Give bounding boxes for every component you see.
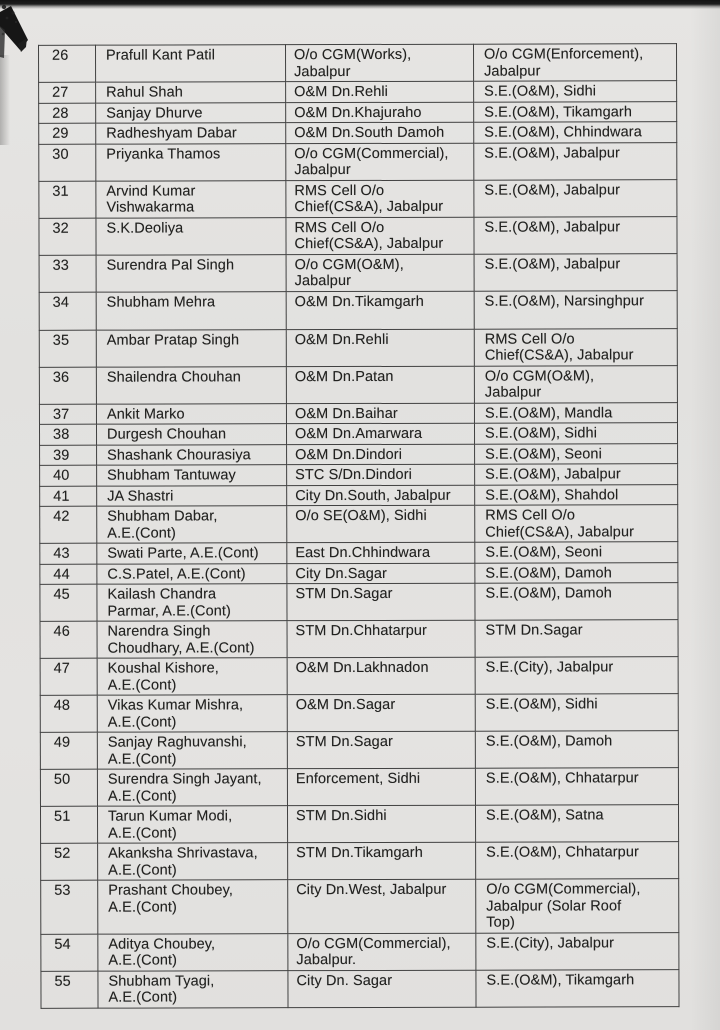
- cell-new-posting: S.E.(O&M), Tikamgarh: [474, 101, 677, 122]
- cell-present-posting: O&M Dn.Lakhnadon: [287, 657, 475, 694]
- cell-serial-number: 41: [40, 486, 97, 507]
- cell-new-posting: S.E.(O&M), Seoni: [475, 443, 678, 464]
- cell-new-posting: S.E.(O&M), Damoh: [475, 583, 678, 621]
- cell-serial-number: 30: [39, 144, 96, 181]
- cell-employee-name: Shubham Tyagi, A.E.(Cont): [98, 970, 288, 1007]
- cell-present-posting: City Dn.West, Jabalpur: [288, 879, 476, 933]
- cell-new-posting: RMS Cell O/o Chief(CS&A), Jabalpur: [474, 328, 677, 366]
- table-row: [40, 484, 678, 506]
- cell-present-posting: O/o CGM(Works), Jabalpur: [286, 44, 474, 81]
- cell-present-posting: O&M Dn.Khajuraho: [286, 102, 474, 123]
- cell-new-posting: S.E.(O&M), Narsinghpur: [474, 290, 677, 329]
- cell-new-posting: S.E.(O&M), Chhatarpur: [476, 842, 679, 880]
- cell-new-posting: S.E.(O&M), Damoh: [475, 731, 678, 769]
- cell-new-posting: S.E.(O&M), Chhindwara: [474, 122, 677, 143]
- cell-present-posting: STM Dn.Sagar: [287, 731, 475, 768]
- cell-serial-number: 42: [40, 506, 97, 543]
- cell-present-posting: O/o SE(O&M), Sidhi: [287, 505, 475, 542]
- scan-left-edge-smudge: [0, 55, 10, 145]
- table-row: [39, 290, 677, 330]
- cell-present-posting: O&M Dn.Baihar: [286, 403, 474, 424]
- cell-present-posting: O&M Dn.Patan: [286, 366, 474, 403]
- table-row: [40, 768, 678, 807]
- cell-new-posting: S.E.(O&M), Mandla: [474, 402, 677, 423]
- cell-new-posting: S.E.(O&M), Jabalpur: [474, 179, 677, 217]
- cell-serial-number: 52: [41, 843, 98, 880]
- cell-new-posting: S.E.(O&M), Jabalpur: [474, 142, 677, 180]
- cell-present-posting: City Dn.Sagar: [287, 563, 475, 584]
- table-row: [40, 657, 678, 696]
- cell-present-posting: O&M Dn.Amarwara: [286, 423, 474, 444]
- cell-serial-number: 26: [39, 45, 96, 82]
- cell-serial-number: 35: [39, 330, 96, 367]
- cell-new-posting: S.E.(O&M), Tikamgarh: [476, 969, 679, 1007]
- cell-present-posting: O&M Dn.Dindori: [287, 444, 475, 465]
- table-row: [40, 805, 678, 844]
- cell-new-posting: S.E.(O&M), Satna: [475, 805, 678, 843]
- cell-serial-number: 43: [40, 543, 97, 564]
- table-row: [39, 216, 677, 255]
- cell-present-posting: Enforcement, Sidhi: [287, 768, 475, 805]
- cell-new-posting: S.E.(City), Jabalpur: [476, 932, 679, 970]
- table-row: [39, 101, 677, 123]
- table-row: [40, 464, 678, 486]
- table-row: [39, 81, 677, 103]
- table-row: [39, 44, 677, 83]
- cell-present-posting: O&M Dn.Rehli: [286, 81, 474, 102]
- cell-new-posting: S.E.(O&M), Jabalpur: [474, 253, 677, 291]
- table-row: [39, 122, 677, 144]
- cell-present-posting: O&M Dn.Sagar: [287, 694, 475, 731]
- cell-employee-name: Durgesh Chouhan: [96, 424, 286, 445]
- cell-serial-number: 46: [40, 621, 97, 658]
- cell-employee-name: Kailash Chandra Parmar, A.E.(Cont): [97, 584, 287, 621]
- table-row: [39, 328, 677, 367]
- cell-present-posting: City Dn. Sagar: [288, 970, 476, 1007]
- cell-employee-name: Shubham Mehra: [96, 291, 286, 329]
- cell-serial-number: 47: [40, 658, 97, 695]
- table-row: [40, 562, 678, 584]
- table-row: [40, 505, 678, 544]
- table-row: [41, 969, 679, 1008]
- cell-employee-name: Ankit Marko: [96, 403, 286, 424]
- scan-top-edge-shadow: [0, 0, 720, 9]
- cell-employee-name: Shubham Tantuway: [97, 465, 287, 486]
- cell-employee-name: Rahul Shah: [96, 82, 286, 103]
- cell-employee-name: Tarun Kumar Modi, A.E.(Cont): [97, 806, 287, 843]
- cell-employee-name: Radheshyam Dabar: [96, 123, 286, 144]
- cell-present-posting: O/o CGM(O&M), Jabalpur: [286, 254, 474, 291]
- cell-serial-number: 48: [40, 695, 97, 732]
- cell-employee-name: Aditya Choubey, A.E.(Cont): [98, 933, 288, 970]
- table-row: [40, 694, 678, 733]
- cell-employee-name: Sanjay Dhurve: [96, 102, 286, 123]
- table-row: [39, 423, 677, 445]
- cell-present-posting: STC S/Dn.Dindori: [287, 464, 475, 485]
- cell-employee-name: C.S.Patel, A.E.(Cont): [97, 563, 287, 584]
- cell-serial-number: 34: [39, 292, 96, 330]
- cell-new-posting: O/o CGM(O&M), Jabalpur: [474, 365, 677, 403]
- transfer-posting-table: [38, 43, 680, 1008]
- cell-present-posting: O/o CGM(Commercial), Jabalpur: [286, 143, 474, 180]
- cell-new-posting: O/o CGM(Commercial), Jabalpur (Solar Roof Top): [476, 879, 679, 933]
- cell-new-posting: STM Dn.Sagar: [475, 620, 678, 658]
- cell-serial-number: 39: [40, 445, 97, 466]
- cell-serial-number: 28: [39, 103, 96, 124]
- table-body: [39, 44, 680, 1008]
- cell-serial-number: 32: [39, 218, 96, 255]
- cell-employee-name: S.K.Deoliya: [96, 217, 286, 254]
- cell-new-posting: S.E.(O&M), Sidhi: [475, 694, 678, 732]
- cell-new-posting: S.E.(O&M), Jabalpur: [475, 464, 678, 485]
- cell-serial-number: 37: [39, 404, 96, 425]
- cell-present-posting: O&M Dn.Tikamgarh: [286, 291, 474, 329]
- cell-employee-name: Koushal Kishore, A.E.(Cont): [97, 658, 287, 695]
- cell-employee-name: Swati Parte, A.E.(Cont): [97, 543, 287, 564]
- cell-present-posting: RMS Cell O/o Chief(CS&A), Jabalpur: [286, 180, 474, 217]
- cell-employee-name: Shashank Chourasiya: [97, 444, 287, 465]
- cell-serial-number: 51: [40, 806, 97, 843]
- cell-serial-number: 55: [41, 971, 98, 1008]
- table-row: [40, 620, 678, 659]
- cell-serial-number: 40: [40, 465, 97, 486]
- table-row: [39, 402, 677, 424]
- cell-employee-name: Prafull Kant Patil: [96, 45, 286, 82]
- table-row: [40, 583, 678, 622]
- table-row: [41, 842, 679, 881]
- cell-employee-name: Priyanka Thamos: [96, 143, 286, 180]
- cell-employee-name: Vikas Kumar Mishra, A.E.(Cont): [97, 695, 287, 732]
- cell-serial-number: 53: [41, 880, 98, 934]
- cell-employee-name: Sanjay Raghuvanshi, A.E.(Cont): [97, 732, 287, 769]
- cell-new-posting: S.E.(O&M), Seoni: [475, 542, 678, 563]
- cell-new-posting: S.E.(O&M), Shahdol: [475, 484, 678, 505]
- cell-new-posting: S.E.(O&M), Sidhi: [474, 423, 677, 444]
- cell-new-posting: S.E.(O&M), Damoh: [475, 562, 678, 583]
- cell-present-posting: STM Dn.Sidhi: [287, 805, 475, 842]
- cell-present-posting: O/o CGM(Commercial), Jabalpur.: [288, 933, 476, 970]
- cell-employee-name: Narendra Singh Choudhary, A.E.(Cont): [97, 621, 287, 658]
- cell-employee-name: Surendra Pal Singh: [96, 254, 286, 291]
- cell-present-posting: City Dn.South, Jabalpur: [287, 485, 475, 506]
- cell-employee-name: Arvind Kumar Vishwakarma: [96, 180, 286, 217]
- table-row: [39, 365, 677, 404]
- cell-serial-number: 54: [41, 934, 98, 971]
- cell-new-posting: S.E.(O&M), Jabalpur: [474, 216, 677, 254]
- cell-new-posting: S.E.(O&M), Sidhi: [474, 81, 677, 102]
- cell-employee-name: Prashant Choubey, A.E.(Cont): [98, 880, 288, 934]
- table-row: [39, 253, 677, 292]
- cell-employee-name: JA Shastri: [97, 485, 287, 506]
- cell-serial-number: 33: [39, 255, 96, 292]
- cell-employee-name: Surendra Singh Jayant, A.E.(Cont): [97, 769, 287, 806]
- cell-present-posting: STM Dn.Chhatarpur: [287, 620, 475, 657]
- table-row: [41, 932, 679, 971]
- cell-serial-number: 45: [40, 584, 97, 621]
- cell-employee-name: Shailendra Chouhan: [96, 366, 286, 403]
- table-row: [39, 179, 677, 218]
- cell-present-posting: STM Dn.Sagar: [287, 583, 475, 620]
- cell-serial-number: 36: [39, 367, 96, 404]
- cell-new-posting: S.E.(City), Jabalpur: [475, 657, 678, 695]
- cell-serial-number: 49: [40, 732, 97, 769]
- cell-new-posting: RMS Cell O/o Chief(CS&A), Jabalpur: [475, 505, 678, 543]
- cell-serial-number: 50: [40, 769, 97, 806]
- cell-present-posting: East Dn.Chhindwara: [287, 542, 475, 563]
- cell-new-posting: S.E.(O&M), Chhatarpur: [475, 768, 678, 806]
- cell-serial-number: 27: [39, 82, 96, 103]
- table-row: [40, 542, 678, 564]
- cell-present-posting: STM Dn.Tikamgarh: [288, 842, 476, 879]
- cell-present-posting: RMS Cell O/o Chief(CS&A), Jabalpur: [286, 217, 474, 254]
- cell-employee-name: Shubham Dabar, A.E.(Cont): [97, 506, 287, 543]
- cell-serial-number: 29: [39, 123, 96, 144]
- table-row: [40, 443, 678, 465]
- cell-new-posting: O/o CGM(Enforcement), Jabalpur: [474, 44, 677, 82]
- cell-employee-name: Ambar Pratap Singh: [96, 329, 286, 366]
- scan-right-edge-smudge: [690, 0, 720, 1030]
- cell-present-posting: O&M Dn.Rehli: [286, 329, 474, 366]
- cell-employee-name: Akanksha Shrivastava, A.E.(Cont): [98, 843, 288, 880]
- table-row: [41, 879, 679, 934]
- table-row: [40, 731, 678, 770]
- cell-serial-number: 31: [39, 181, 96, 218]
- cell-present-posting: O&M Dn.South Damoh: [286, 122, 474, 143]
- cell-serial-number: 38: [39, 424, 96, 445]
- table-row: [39, 142, 677, 181]
- cell-serial-number: 44: [40, 564, 97, 585]
